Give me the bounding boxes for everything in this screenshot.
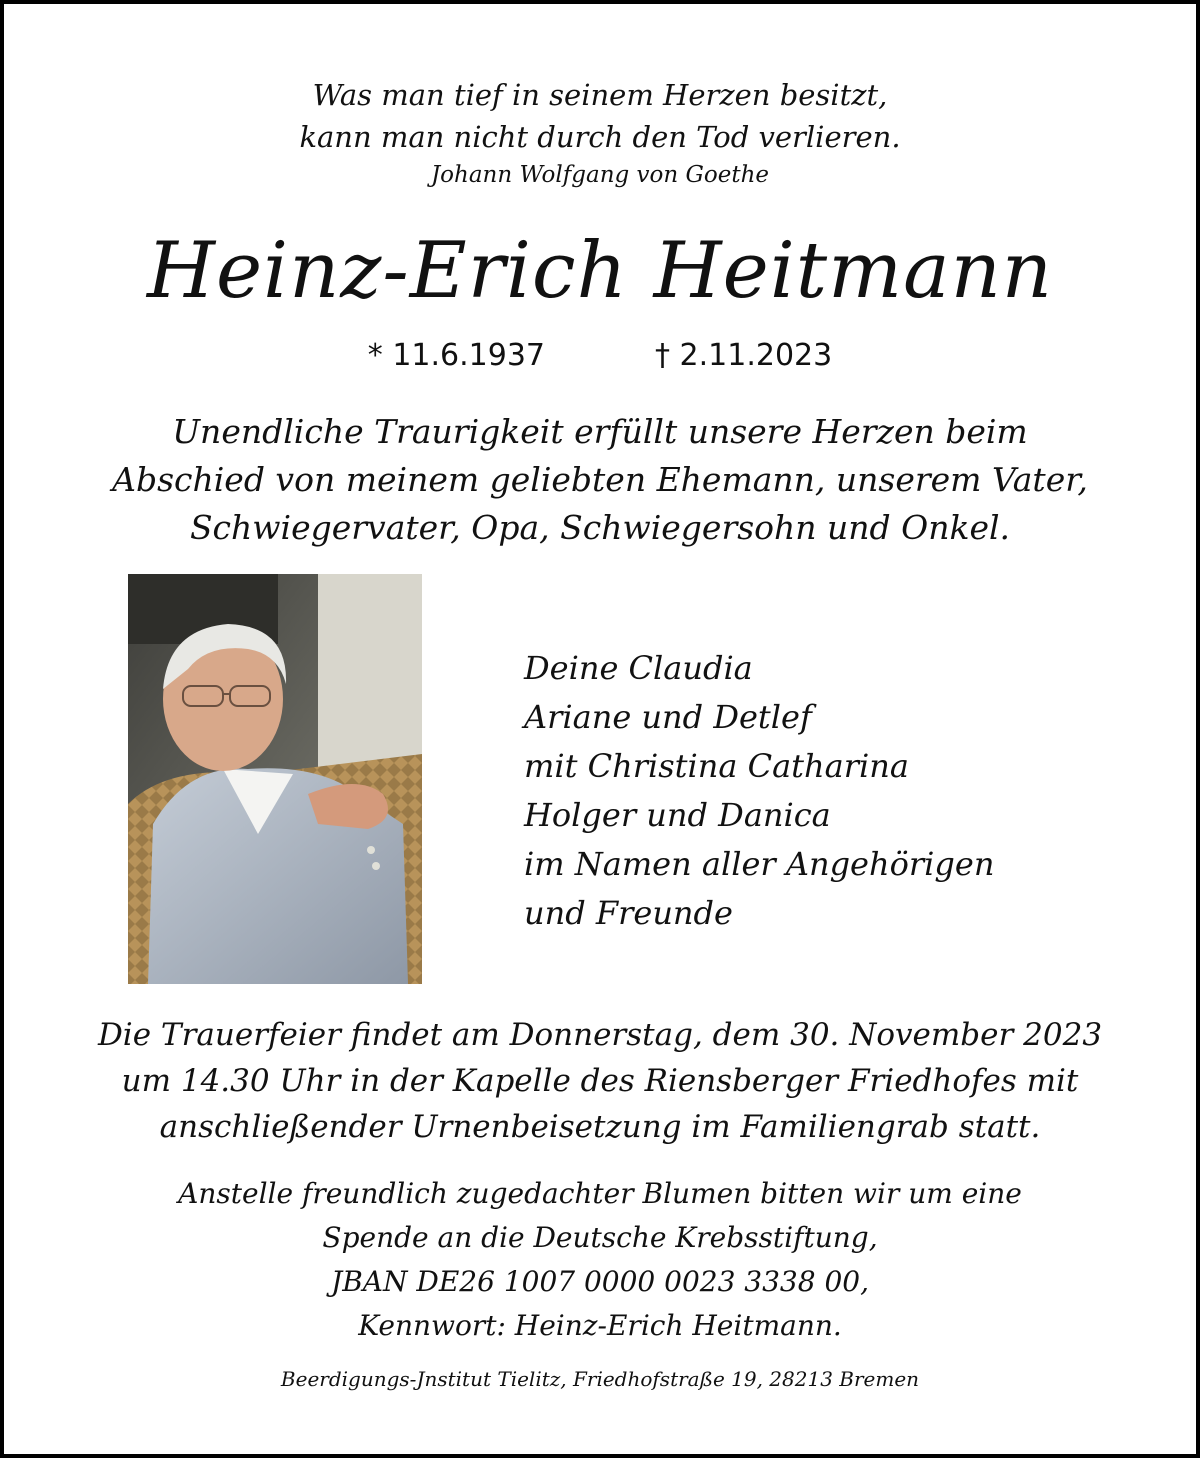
portrait-illustration [128,574,422,984]
death-date: † 2.11.2023 [655,338,833,373]
donation-iban: JBAN DE26 1007 0000 0023 3338 00, [330,1265,869,1298]
donation-line-2: Spende an die Deutsche Krebsstiftung, [322,1221,878,1254]
mourning-text [4,408,1196,552]
family-signatures [524,644,994,938]
ceremony-line-2: um 14.30 Uhr in der Kapelle des Riensberger Friedhofes mit [121,1063,1079,1099]
quote-line-2: kann man nicht durch den Tod verlieren. [299,120,901,154]
birth-date: * 11.6.1937 [367,338,545,373]
donation-line-1: Anstelle freundlich zugedachter Blumen bitten wir um eine [178,1177,1022,1210]
donation-request [4,1172,1196,1348]
family-line-5: im Namen aller Angehörigen [524,845,995,883]
family-line-6: und Freunde [524,894,733,932]
ceremony-line-3: anschließender Urnenbeisetzung im Familiengrab statt. [159,1109,1041,1145]
mourning-line-2: Abschied von meinem geliebten Ehemann, unserem Vater, [112,460,1088,499]
family-line-1: Deine Claudia [524,649,753,687]
portrait-photo [128,574,422,984]
goethe-quote [4,74,1196,192]
quote-author: Johann Wolfgang von Goethe [430,162,770,188]
quote-line-1: Was man tief in seinem Herzen besitzt, [312,78,888,112]
funeral-home-address: Beerdigungs-Jnstitut Tielitz, Friedhofstraße 19, 28213 Bremen [280,1367,920,1391]
mourning-line-3: Schwiegervater, Opa, Schwiegersohn und Onkel. [189,508,1011,547]
family-line-3: mit Christina Catharina [524,747,909,785]
deceased-name: Heinz-Erich Heitmann [146,226,1054,316]
funeral-service-info [4,1012,1196,1150]
life-dates [4,338,1196,374]
family-line-4: Holger und Danica [524,796,831,834]
ceremony-line-1: Die Trauerfeier findet am Donnerstag, dem 30. November 2023 [97,1017,1103,1053]
donation-keyword: Kennwort: Heinz-Erich Heitmann. [358,1309,842,1342]
family-line-2: Ariane und Detlef [524,698,812,736]
mourning-line-1: Unendliche Traurigkeit erfüllt unsere Herzen beim [172,412,1028,451]
